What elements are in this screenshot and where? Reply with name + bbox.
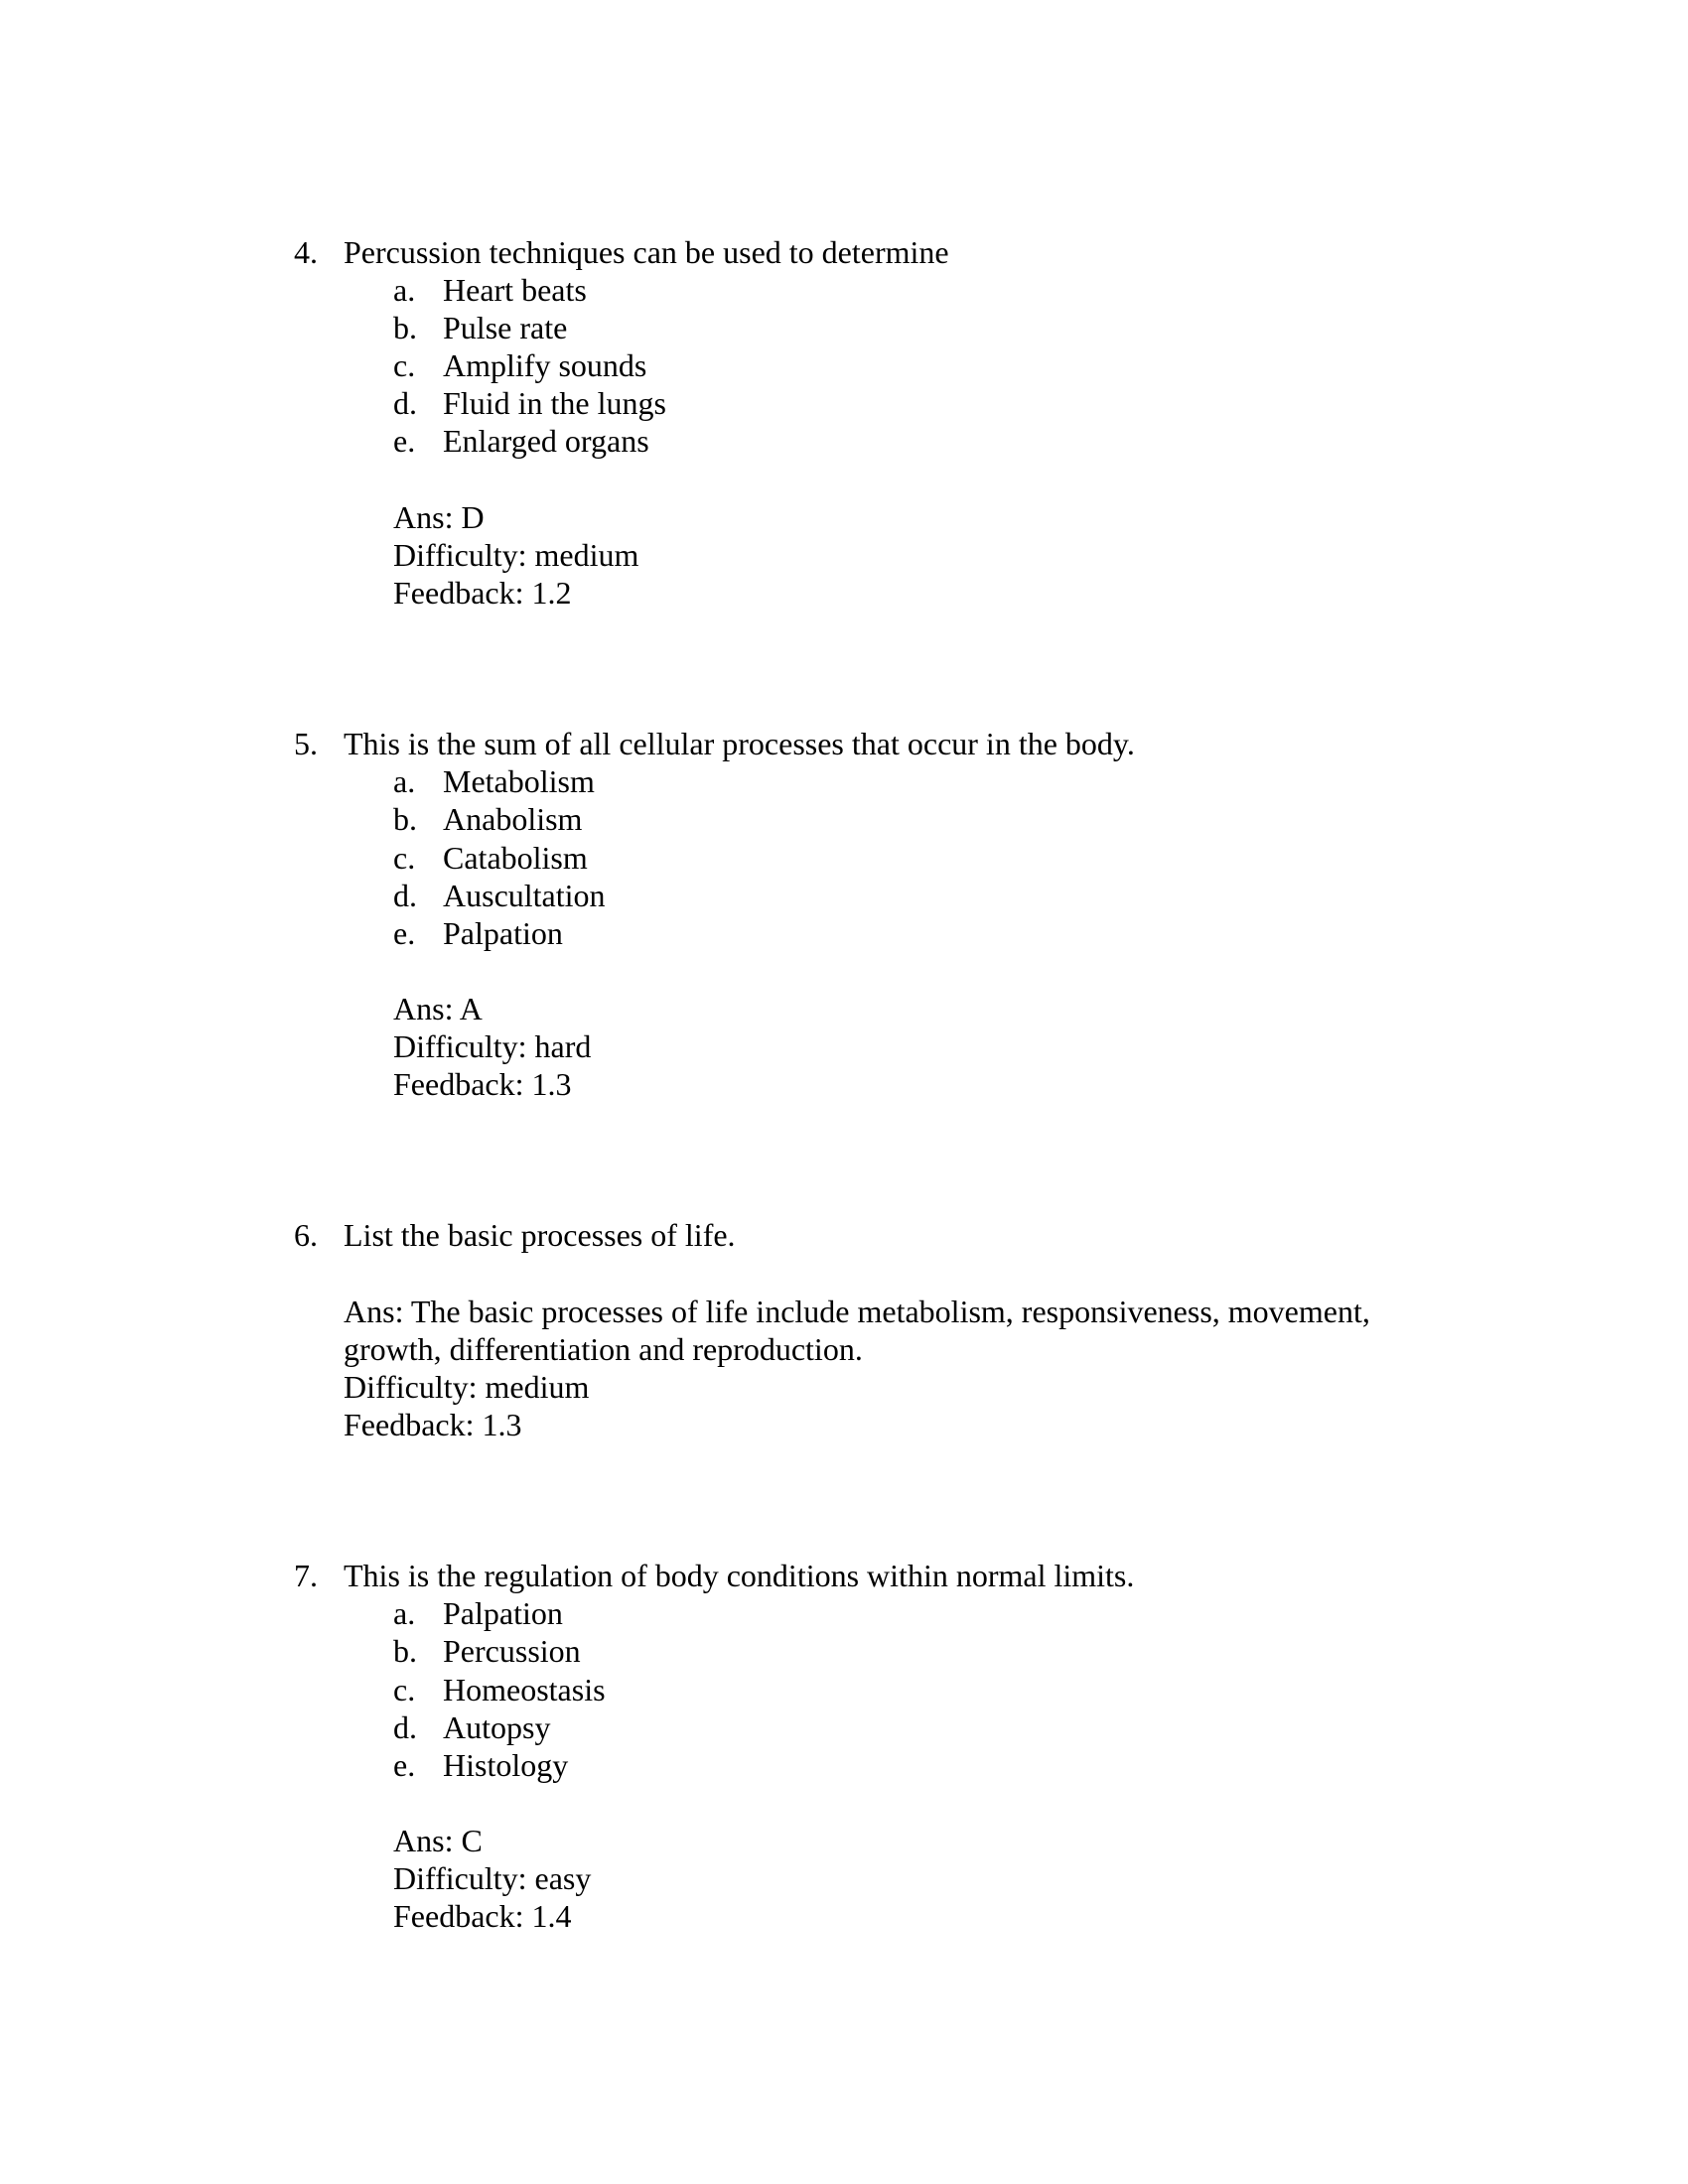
difficulty: Difficulty: hard xyxy=(393,1027,592,1064)
option-text: Palpation xyxy=(443,914,563,951)
option-text: Enlarged organs xyxy=(443,423,649,460)
question-text: This is the regulation of body conditions within normal limits. xyxy=(344,1558,1135,1594)
option xyxy=(0,309,1688,346)
option-text: Anabolism xyxy=(443,801,583,838)
answer: Ans: D xyxy=(393,498,485,535)
question-text: List the basic processes of life. xyxy=(344,1217,736,1254)
feedback: Feedback: 1.2 xyxy=(393,574,572,611)
option-text: Heart beats xyxy=(443,272,587,309)
document-page xyxy=(0,233,1688,1935)
option xyxy=(0,800,1688,838)
feedback: Feedback: 1.4 xyxy=(393,1898,572,1935)
answer: Ans: The basic processes of life include metabolism, responsiveness, movement, xyxy=(344,1293,1370,1329)
difficulty: Difficulty: medium xyxy=(393,536,639,573)
option-text: Percussion xyxy=(443,1633,581,1670)
option xyxy=(0,1671,1688,1708)
option-letter: e. xyxy=(393,1746,416,1783)
option xyxy=(0,1594,1688,1632)
question-number: 6. xyxy=(294,1217,318,1254)
option xyxy=(0,1746,1688,1784)
difficulty: Difficulty: medium xyxy=(344,1368,590,1405)
question-5 xyxy=(0,725,1688,1103)
answer-continued: growth, differentiation and reproduction. xyxy=(344,1330,863,1367)
option-letter: d. xyxy=(393,1708,417,1745)
difficulty: Difficulty: easy xyxy=(393,1860,592,1897)
feedback: Feedback: 1.3 xyxy=(393,1066,572,1103)
option xyxy=(0,762,1688,800)
option xyxy=(0,914,1688,952)
option-text: Histology xyxy=(443,1746,569,1783)
option xyxy=(0,877,1688,914)
option-letter: c. xyxy=(393,347,416,384)
option-text: Autopsy xyxy=(443,1708,551,1745)
option xyxy=(0,271,1688,309)
feedback: Feedback: 1.3 xyxy=(344,1406,522,1442)
option-letter: a. xyxy=(393,763,416,800)
question-6 xyxy=(0,1216,1688,1443)
question-number: 5. xyxy=(294,726,318,762)
option-text: Palpation xyxy=(443,1595,563,1632)
option-letter: c. xyxy=(393,839,416,876)
option-text: Homeostasis xyxy=(443,1671,606,1707)
option xyxy=(0,1632,1688,1670)
option-letter: a. xyxy=(393,1595,416,1632)
question-4 xyxy=(0,233,1688,612)
option-text: Catabolism xyxy=(443,839,588,876)
question-text: Percussion techniques can be used to determine xyxy=(344,234,949,270)
option-letter: b. xyxy=(393,1633,417,1670)
option-letter: d. xyxy=(393,877,417,913)
option-letter: b. xyxy=(393,310,417,346)
option xyxy=(0,839,1688,877)
option xyxy=(0,384,1688,422)
option-letter: c. xyxy=(393,1671,416,1707)
option-text: Fluid in the lungs xyxy=(443,385,666,422)
option xyxy=(0,422,1688,460)
question-number: 7. xyxy=(294,1558,318,1594)
option-text: Metabolism xyxy=(443,763,595,800)
option-letter: e. xyxy=(393,423,416,460)
option-text: Pulse rate xyxy=(443,310,568,346)
question-number: 4. xyxy=(294,234,318,270)
question-7 xyxy=(0,1557,1688,1935)
answer: Ans: A xyxy=(393,990,483,1026)
question-text: This is the sum of all cellular processes that occur in the body. xyxy=(344,726,1135,762)
answer: Ans: C xyxy=(393,1822,483,1858)
option-letter: b. xyxy=(393,801,417,838)
option-letter: e. xyxy=(393,914,416,951)
option xyxy=(0,1708,1688,1746)
option xyxy=(0,346,1688,384)
option-letter: d. xyxy=(393,385,417,422)
option-text: Auscultation xyxy=(443,877,606,913)
option-letter: a. xyxy=(393,272,416,309)
option-text: Amplify sounds xyxy=(443,347,647,384)
